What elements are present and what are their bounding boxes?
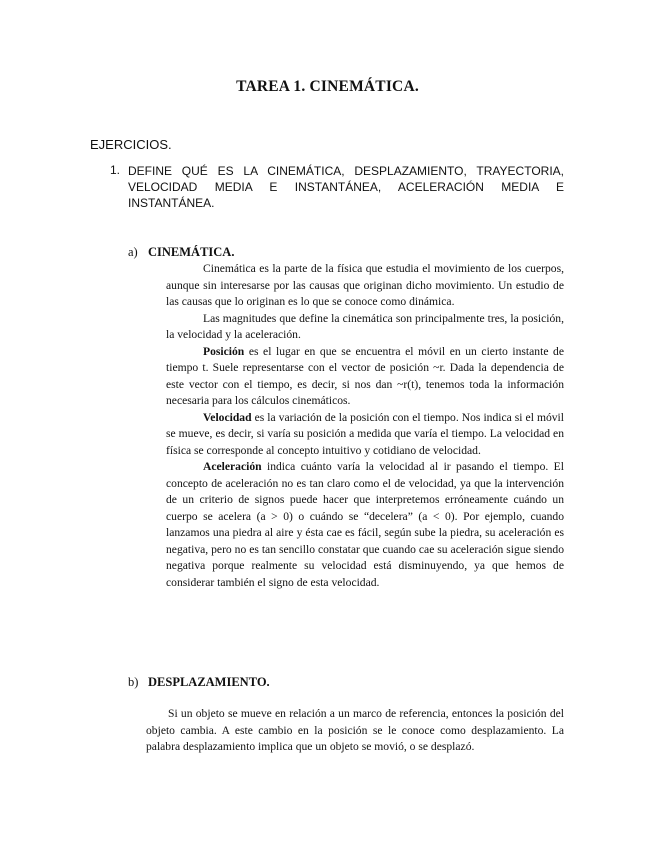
paragraph-desplazamiento: Si un objeto se mueve en relación a un marco de referencia, entonces la posición del objeto cambia. A este cambio en la posición se le conoce como desplazamiento. La palabra desplazamiento implica que un objeto se movió, o se desplazó. xyxy=(146,707,564,753)
part-b-body xyxy=(146,706,564,756)
page-title: TAREA 1. CINEMÁTICA. xyxy=(236,78,419,95)
term-aceleracion: Aceleración xyxy=(203,460,262,473)
part-a-marker: a) xyxy=(128,245,138,259)
posicion-text: es el lugar en que se encuentra el móvil en un cierto instante de tiempo t. Suele representarse con el vector de posición ~r. Dada la dependencia de este vector con el tiempo, es decir, si nos dan ~r(t), tenemos toda la información necesaria para los cálculos cinemáticos. xyxy=(166,344,564,407)
term-posicion: Posición xyxy=(203,344,245,358)
paragraph-posicion xyxy=(166,344,564,410)
part-a-body xyxy=(166,261,564,591)
paragraph-definition: Cinemática es la parte de la física que estudia el movimiento de los cuerpos, aunque sin interesarse por las causas que originan dicho movimiento. Un estudio de las causas que lo originan es lo que se conoce como dinámica. xyxy=(166,262,564,308)
question-number: 1. xyxy=(110,163,121,177)
question-text: DEFINE QUÉ ES LA CINEMÁTICA, DESPLAZAMIENTO, TRAYECTORIA, VELOCIDAD MEDIA E INSTANTÁNEA, ACELERACIÓN MEDIA E INSTANTÁNEA. xyxy=(128,164,564,210)
part-b-title: DESPLAZAMIENTO. xyxy=(148,675,270,689)
part-a-title: CINEMÁTICA. xyxy=(148,245,235,259)
aceleracion-text: indica cuánto varía la velocidad al ir pasando el tiempo. El concepto de aceleración no es tan claro como el de velocidad, ya que la intervención de un criterio de signos puede hacer que interpretemos erróneamente cuándo un cuerpo se acelera (a > 0) o cuándo se “decelera” (a < 0). Por ejemplo, cuando lanzamos una piedra al aire y ésta cae es fácil, según sube la piedra, su aceleración es negativa, pero no es tan sencillo constatar que cuando cae su aceleración sigue siendo negativa porque realmente su velocidad está disminuyendo, ya que hemos de considerar también el signo de esta velocidad. xyxy=(166,460,564,589)
section-heading: EJERCICIOS. xyxy=(90,137,172,152)
paragraph-velocidad xyxy=(166,410,564,460)
term-velocidad: Velocidad xyxy=(203,410,252,424)
velocidad-text: es la variación de la posición con el tiempo. Nos indica si el móvil se mueve, es decir, si varía su posición a medida que varía el tiempo. La velocidad en física se corresponde al concepto intuitivo y cotidiano de velocidad. xyxy=(166,410,564,457)
part-b-marker: b) xyxy=(128,675,139,689)
paragraph-aceleracion xyxy=(166,459,564,591)
paragraph-magnitudes: Las magnitudes que define la cinemática son principalmente tres, la posición, la velocidad y la aceleración. xyxy=(166,311,564,341)
